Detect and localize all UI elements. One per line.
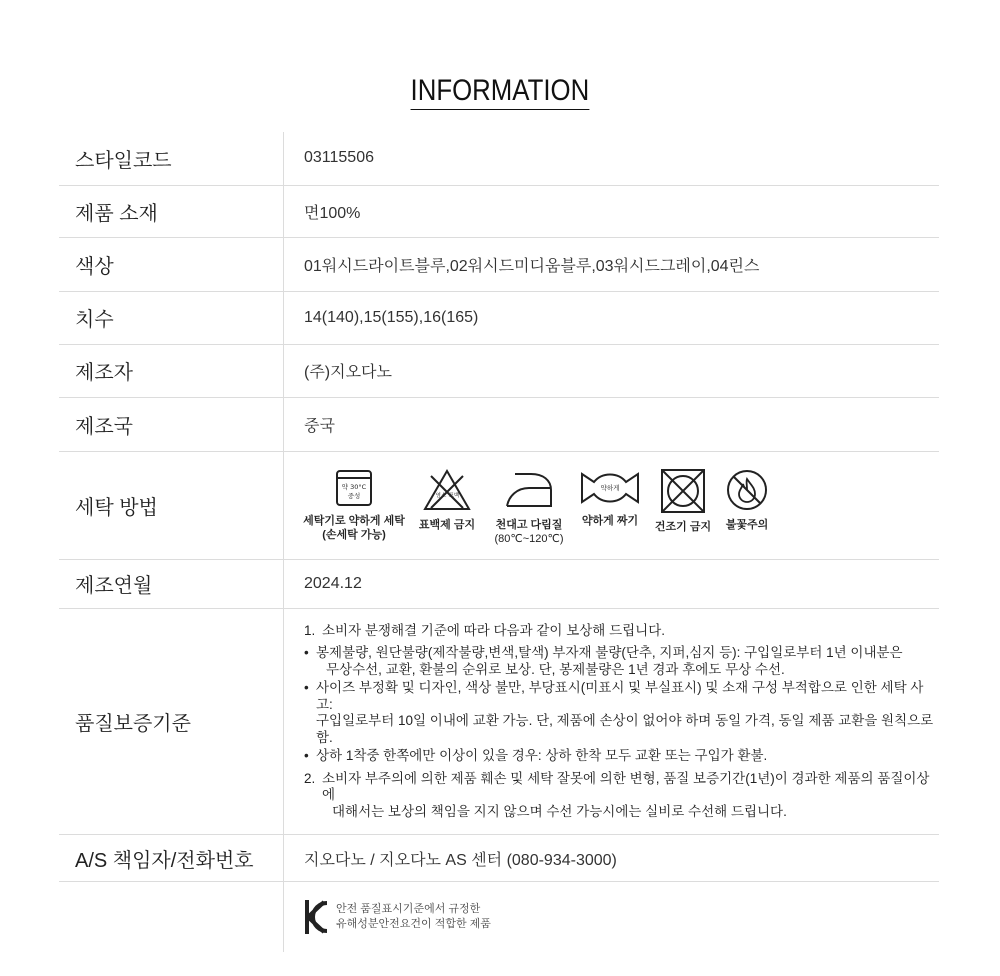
iron-caption: 천대고 다림질 (80℃~120℃) [494, 519, 564, 545]
label-country: 제조국 [59, 397, 284, 451]
no-fire-icon [725, 468, 769, 512]
value-as: 지오다노 / 지오다노 AS 센터 (080-934-3000) [284, 835, 940, 882]
row-kc [59, 882, 939, 952]
iron-icon-item [488, 468, 570, 546]
no-bleach-icon [422, 468, 472, 512]
wring-caption: 약하게 짜기 [581, 515, 639, 527]
svg-text:염소: 염소 [435, 493, 447, 499]
washing-icons [284, 451, 940, 559]
dry-caption: 건조기 금지 [654, 521, 712, 533]
gentle-wring-icon [580, 468, 640, 508]
label-size: 치수 [59, 291, 284, 344]
value-size: 14(140),15(155),16(165) [284, 291, 940, 344]
svg-text:약하게: 약하게 [600, 484, 620, 492]
fire-caption: 불꽃주의 [725, 519, 769, 531]
label-manufacturer: 제조자 [59, 344, 284, 397]
row-washing [59, 451, 939, 559]
kc-text: 안전 품질표시기준에서 규정한 유해성분안전요건이 적합한 제품 [336, 902, 491, 930]
quality-item-2: 2. 소비자 부주의에 의한 제품 훼손 및 세탁 잘못에 의한 변형, 품질 보증기간(1년)이 경과한 제품의 품질이상에 대해서는 보상의 책임을 지지 않으며 수선 가능시에는 실비로 수선해 드립니다. [304, 770, 930, 819]
row-as [59, 835, 939, 882]
label-color: 색상 [59, 237, 284, 291]
label-quality: 품질보증기준 [59, 608, 284, 835]
row-mfg-date [59, 559, 939, 608]
value-country: 중국 [284, 397, 940, 451]
label-as: A/S 책임자/전화번호 [59, 835, 284, 882]
quality-standard [284, 608, 940, 835]
row-size [59, 291, 939, 344]
iron-icon [503, 468, 555, 512]
wring-icon-item [570, 468, 650, 528]
label-mfg-date: 제조연월 [59, 559, 284, 608]
label-material: 제품 소재 [59, 185, 284, 237]
row-quality [59, 608, 939, 835]
value-color: 01워시드라이트블루,02워시드미디움블루,03워시드그레이,04린스 [284, 237, 940, 291]
value-manufacturer: (주)지오다노 [284, 344, 940, 397]
wash-icon-item [302, 468, 406, 542]
value-material: 면100% [284, 185, 940, 237]
page-title: INFORMATION [0, 74, 1000, 110]
wash-detergent-text: 중성 [347, 492, 361, 500]
value-style-code: 03115506 [284, 132, 940, 185]
wash-caption: 세탁기로 약하게 세탁 (손세탁 가능) [303, 515, 405, 541]
wash-tub-icon [334, 468, 374, 508]
quality-bullet: • 봉제불량, 원단불량(제작불량,변색,탈색) 부자재 불량(단추, 지퍼,심지 등): 구입일로부터 1년 이내분은 무상수선, 교환, 환불의 순위로 보상. 단, 봉제불량은 1년 경과 후에도 무상 수선. [304, 645, 903, 677]
row-color [59, 237, 939, 291]
row-material [59, 185, 939, 237]
row-country [59, 397, 939, 451]
svg-text:표백: 표백 [448, 493, 460, 499]
bleach-caption: 표백제 금지 [418, 519, 476, 531]
value-mfg-date: 2024.12 [284, 559, 940, 608]
dry-icon-item [650, 468, 716, 534]
row-manufacturer [59, 344, 939, 397]
quality-bullet: • 상하 1착중 한쪽에만 이상이 있을 경우: 상하 한착 모두 교환 또는 구입가 환불. [304, 748, 768, 763]
bleach-icon-item [406, 468, 488, 532]
kc-mark-icon [304, 897, 330, 937]
kc-certification [304, 897, 939, 937]
label-washing: 세탁 방법 [59, 451, 284, 559]
quality-bullet: • 사이즈 부정확 및 디자인, 색상 불만, 부당표시(미표시 및 부실표시) 및 소재 구성 부적합으로 인한 세탁 사고: 구입일로부터 10일 이내에 교환 가능. 단, 제품에 손상이 없어야 하며 동일 가격, 동일 제품 교환을 원칙으로 함. [304, 680, 934, 745]
info-table [59, 132, 939, 952]
quality-item-1: 1. 소비자 분쟁해결 기준에 따라 다음과 같이 보상해 드립니다. [304, 622, 665, 638]
no-tumble-dry-icon [660, 468, 706, 514]
wash-temp-text: 약 30°C [341, 483, 367, 491]
label-style-code: 스타일코드 [59, 132, 284, 185]
row-style-code [59, 132, 939, 185]
fire-icon-item [716, 468, 778, 532]
